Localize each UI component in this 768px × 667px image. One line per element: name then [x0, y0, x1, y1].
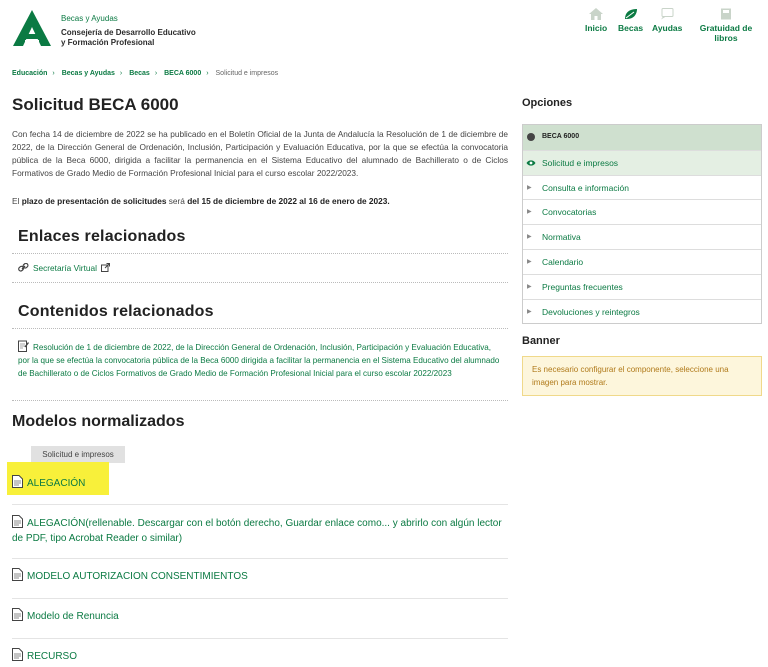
menu-item-devoluciones-reintegros[interactable]: [523, 299, 761, 324]
plazo-bold-label: plazo de presentación de solicitudes: [21, 196, 167, 206]
breadcrumb: [12, 70, 278, 77]
external-link-icon: [101, 263, 110, 272]
page-title: Solicitud BECA 6000: [12, 95, 179, 114]
plazo-mid: será: [166, 196, 188, 206]
pdf-file-icon: [12, 608, 23, 621]
resolucion-text: Resolución de 1 de diciembre de 2022, de la Dirección General de Ordenación, Inclusión, Participación y Evaluación Educativa, por la que se efectúa la convocatoria pública de la Beca 6000 dirigida a facilitar la permanencia en el Sistema Educativo del alumnado de Bachillerato o de Ciclos Formativos de Grado Medio de Formación Profesional Inicial para el curso escolar 2022/2023: [18, 343, 500, 378]
divider: [12, 598, 508, 599]
menu-item-label: Convocatorias: [542, 207, 597, 218]
site-header: [0, 0, 768, 62]
download-alegacion[interactable]: [12, 475, 508, 491]
divider: [12, 253, 508, 254]
document-edit-icon: [18, 340, 29, 352]
arrow-right-icon: ▶: [527, 234, 532, 241]
contenidos-relacionados-title: Contenidos relacionados: [18, 303, 214, 320]
menu-item-preguntas-frecuentes[interactable]: [523, 274, 761, 299]
opciones-title: Opciones: [522, 97, 573, 109]
chain-link-icon: [18, 263, 29, 272]
plazo-paragraph: [12, 196, 390, 206]
breadcrumb-becas[interactable]: Becas: [129, 70, 150, 77]
divider: [12, 328, 508, 329]
banner-warning: Es necesario configurar el componente, seleccione una imagen para mostrar.: [522, 356, 762, 396]
resolucion-link[interactable]: [18, 340, 504, 380]
menu-item-label: Preguntas frecuentes: [542, 281, 623, 292]
menu-item-label: BECA 6000: [542, 133, 580, 140]
nav-gratuidad-libros[interactable]: [698, 8, 754, 43]
divider: [12, 504, 508, 505]
menu-item-label: Devoluciones y reintegros: [542, 306, 640, 317]
arrow-right-icon: ▶: [527, 209, 532, 216]
menu-item-normativa[interactable]: [523, 224, 761, 249]
top-nav: [580, 8, 768, 48]
brand-subtitle-1: Consejería de Desarrollo Educativo: [61, 28, 196, 37]
brand-name: Becas y Ayudas: [61, 14, 118, 23]
home-icon: [589, 8, 603, 20]
nav-inicio[interactable]: [585, 8, 607, 33]
nav-ayudas[interactable]: [652, 8, 682, 33]
divider: [12, 638, 508, 639]
breadcrumb-separator-icon: ›: [119, 70, 123, 77]
breadcrumb-becas-ayudas[interactable]: Becas y Ayudas: [61, 70, 115, 77]
brand-block[interactable]: [61, 14, 196, 48]
download-modelo-autorizacion[interactable]: [12, 568, 508, 584]
divider: [12, 400, 508, 401]
breadcrumb-separator-icon: ›: [52, 70, 55, 77]
tab-solicitud-impresos[interactable]: Solicitud e impresos: [31, 446, 125, 463]
arrow-right-icon: ▶: [527, 308, 532, 315]
junta-andalucia-logo[interactable]: [12, 9, 52, 47]
menu-item-consulta-informacion[interactable]: [523, 175, 761, 200]
modelos-normalizados-title: Modelos normalizados: [12, 413, 185, 430]
secretaria-virtual-link[interactable]: [18, 263, 110, 273]
book-icon: [719, 8, 733, 20]
arrow-right-icon: ▶: [527, 258, 532, 265]
download-modelo-renuncia-label: Modelo de Renuncia: [27, 611, 119, 622]
nav-becas-label: Becas: [618, 23, 644, 33]
nav-ayudas-label: Ayudas: [652, 23, 683, 33]
menu-head-bullet-icon: [527, 133, 535, 141]
arrow-right-icon: ▶: [527, 184, 532, 191]
menu-item-label: Consulta e información: [542, 182, 629, 193]
brand-subtitle-2: y Formación Profesional: [61, 38, 155, 47]
download-modelo-autorizacion-label: MODELO AUTORIZACION CONSENTIMIENTOS: [27, 571, 248, 582]
menu-item-convocatorias[interactable]: [523, 199, 761, 224]
nav-gratuidad-label-1: Gratuidad de: [699, 23, 753, 33]
menu-item-beca-6000[interactable]: [523, 125, 761, 150]
download-alegacion-rellenable[interactable]: [12, 515, 508, 546]
leaf-icon: [624, 8, 638, 20]
nav-gratuidad-label-2: libros: [714, 33, 738, 43]
nav-inicio-label: Inicio: [585, 23, 608, 33]
menu-item-solicitud-impresos[interactable]: [523, 150, 761, 175]
menu-item-calendario[interactable]: [523, 249, 761, 274]
intro-paragraph: Con fecha 14 de diciembre de 2022 se ha publicado en el Boletín Oficial de la Junta de Andalucía la Resolución de 1 de diciembre de 2022, de la Dirección General de Ordenación, Inclusión, Participación y Evaluación Educativa, por la que se efectúa la convocatoria pública de la Beca 6000, dirigida a facilitar la permanencia en el Sistema Educativo del alumnado de Bachillerato o de Ciclos Formativos de Grado Medio de Formación Profesional Inicial para el curso escolar 2022/2023.: [12, 129, 508, 178]
eye-icon: [526, 159, 536, 167]
plazo-dates: del 15 de diciembre de 2022 al 16 de enero de 2023.: [187, 196, 390, 206]
menu-item-label: Solicitud e impresos: [542, 157, 619, 168]
download-alegacion-label: ALEGACIÓN: [27, 478, 86, 489]
menu-item-label: Normativa: [542, 232, 581, 243]
enlaces-relacionados-title: Enlaces relacionados: [18, 228, 186, 245]
divider: [12, 558, 508, 559]
chat-icon: [660, 8, 674, 20]
arrow-right-icon: ▶: [527, 283, 532, 290]
download-alegacion-rellenable-label: ALEGACIÓN(rellenable. Descargar con el botón derecho, Guardar enlace como... y abrirlo con algún lector de PDF, tipo Acrobat Reader o similar): [12, 518, 502, 544]
breadcrumb-separator-icon: ›: [206, 70, 209, 77]
breadcrumb-beca-6000[interactable]: BECA 6000: [164, 70, 202, 77]
download-recurso-label: RECURSO: [27, 651, 78, 662]
options-menu: [522, 124, 762, 324]
pdf-file-icon: [12, 515, 23, 528]
pdf-file-icon: [12, 475, 23, 488]
banner-title: Banner: [522, 335, 560, 347]
pdf-file-icon: [12, 648, 23, 661]
breadcrumb-separator-icon: ›: [154, 70, 158, 77]
plazo-prefix: El: [12, 196, 22, 206]
download-modelo-renuncia[interactable]: [12, 608, 508, 624]
nav-becas[interactable]: [618, 8, 643, 33]
breadcrumb-educacion[interactable]: Educación: [12, 70, 48, 77]
pdf-file-icon: [12, 568, 23, 581]
download-recurso[interactable]: [12, 648, 508, 664]
secretaria-virtual-label: Secretaría Virtual: [33, 263, 97, 273]
menu-item-label: Calendario: [542, 256, 584, 267]
divider: [12, 282, 508, 283]
breadcrumb-current: Solicitud e impresos: [215, 70, 279, 77]
